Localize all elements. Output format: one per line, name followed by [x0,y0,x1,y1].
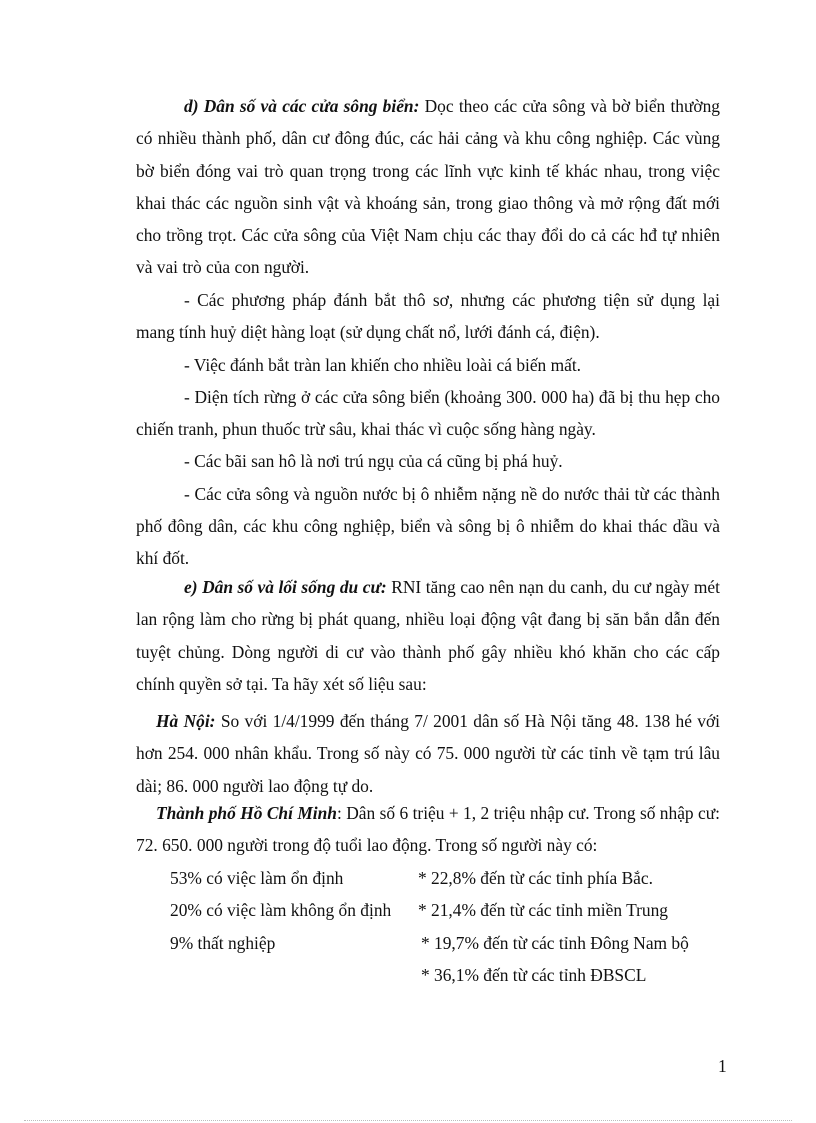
origin-stat: * 19,7% đến từ các tỉnh Đông Nam bộ [421,932,689,953]
stats-row [170,894,730,926]
employment-stat: 9% thất nghiệp [170,932,276,953]
hcmc-label: Thành phố Hồ Chí Minh [156,803,337,823]
hanoi-paragraph [136,705,720,802]
origin-stat: * 21,4% đến từ các tỉnh miền Trung [418,900,668,921]
section-e-heading-colon: : [380,577,387,597]
origin-stat: * 36,1% đến từ các tỉnh ĐBSCL [421,964,647,985]
page-number: 1 [718,1056,727,1076]
hcmc-paragraph [136,797,720,862]
section-d-paragraph [136,90,720,284]
section-e-paragraph [136,571,720,700]
section-d-heading: d) Dân số và các cửa sông biển [184,96,414,116]
hanoi-body: So với 1/4/1999 đến tháng 7/ 2001 dân số Hà Nội tăng 48. 138 hé với hơn 254. 000 nhân khẩu. Trong số này có 75. 000 người từ các tỉnh về tạm trú lâu dài; 86. 000 người lao động tự do. [136,711,720,796]
section-d-heading-colon: : [413,96,420,116]
statistics-table [170,862,730,991]
bullet-item: - Việc đánh bắt tràn lan khiến cho nhiều loài cá biến mất. [184,354,582,375]
employment-stat: 53% có việc làm ổn định [170,868,344,888]
origin-stat: * 22,8% đến từ các tỉnh phía Bắc. [418,868,653,888]
bullet-item: - Các bãi san hô là nơi trú ngụ của cá cũng bị phá huỷ. [184,451,563,472]
stats-row [170,927,730,959]
bullet-item: - Các cửa sông và nguồn nước bị ô nhiễm nặng nề do nước thải từ các thành phố đông dân, các khu công nghiệp, biển và sông bị ô nhiễm do khai thác dầu và khí đốt. [136,483,720,569]
stats-row [170,959,730,991]
section-e-body: RNI tăng cao nên nạn du canh, du cư ngày mét lan rộng làm cho rừng bị phát quang, nhiều loại động vật đang bị săn bắn dẫn đến tuyệt chủng. Dòng người di cư vào thành phố gây nhiều khó khăn cho các cấp chính quyền sở tại. Ta hãy xét số liệu sau: [136,577,720,694]
stats-row [170,862,730,894]
section-d-body: Dọc theo các cửa sông và bờ biển thường có nhiều thành phố, dân cư đông đúc, các hải cảng và khu công nghiệp. Các vùng bờ biển đóng vai trò quan trọng trong các lĩnh vực kinh tế khác nhau, trong việc khai thác các nguồn sinh vật và khoáng sản, trong giao thông và mở rộng đất mới cho trồng trọt. Các cửa sông của Việt Nam chịu các thay đổi do cả các hđ tự nhiên và vai trò của con người. [136,96,721,278]
bullet-list [136,284,720,575]
employment-stat: 20% có việc làm không ổn định [170,900,392,921]
bullet-item: - Diện tích rừng ở các cửa sông biển (khoảng 300. 000 ha) đã bị thu hẹp cho chiến tranh, phun thuốc trừ sâu, khai thác vì cuộc sống hàng ngày. [136,386,720,440]
section-e-heading: e) Dân số và lối sống du cư [184,577,381,597]
bullet-item: - Các phương pháp đánh bắt thô sơ, nhưng các phương tiện sử dụng lại mang tính huỷ diệt hàng loạt (sử dụng chất nổ, lưới đánh cá, điện). [136,290,720,343]
hanoi-label: Hà Nội [156,711,210,731]
hanoi-label-colon: : [209,711,216,731]
hcmc-body: Dân số 6 triệu + 1, 2 triệu nhập cư. Trong số nhập cư: 72. 650. 000 người trong độ tuổi lao động. Trong số người này có: [136,803,720,856]
hcmc-label-colon: : [336,803,342,823]
footer-divider [24,1120,792,1121]
